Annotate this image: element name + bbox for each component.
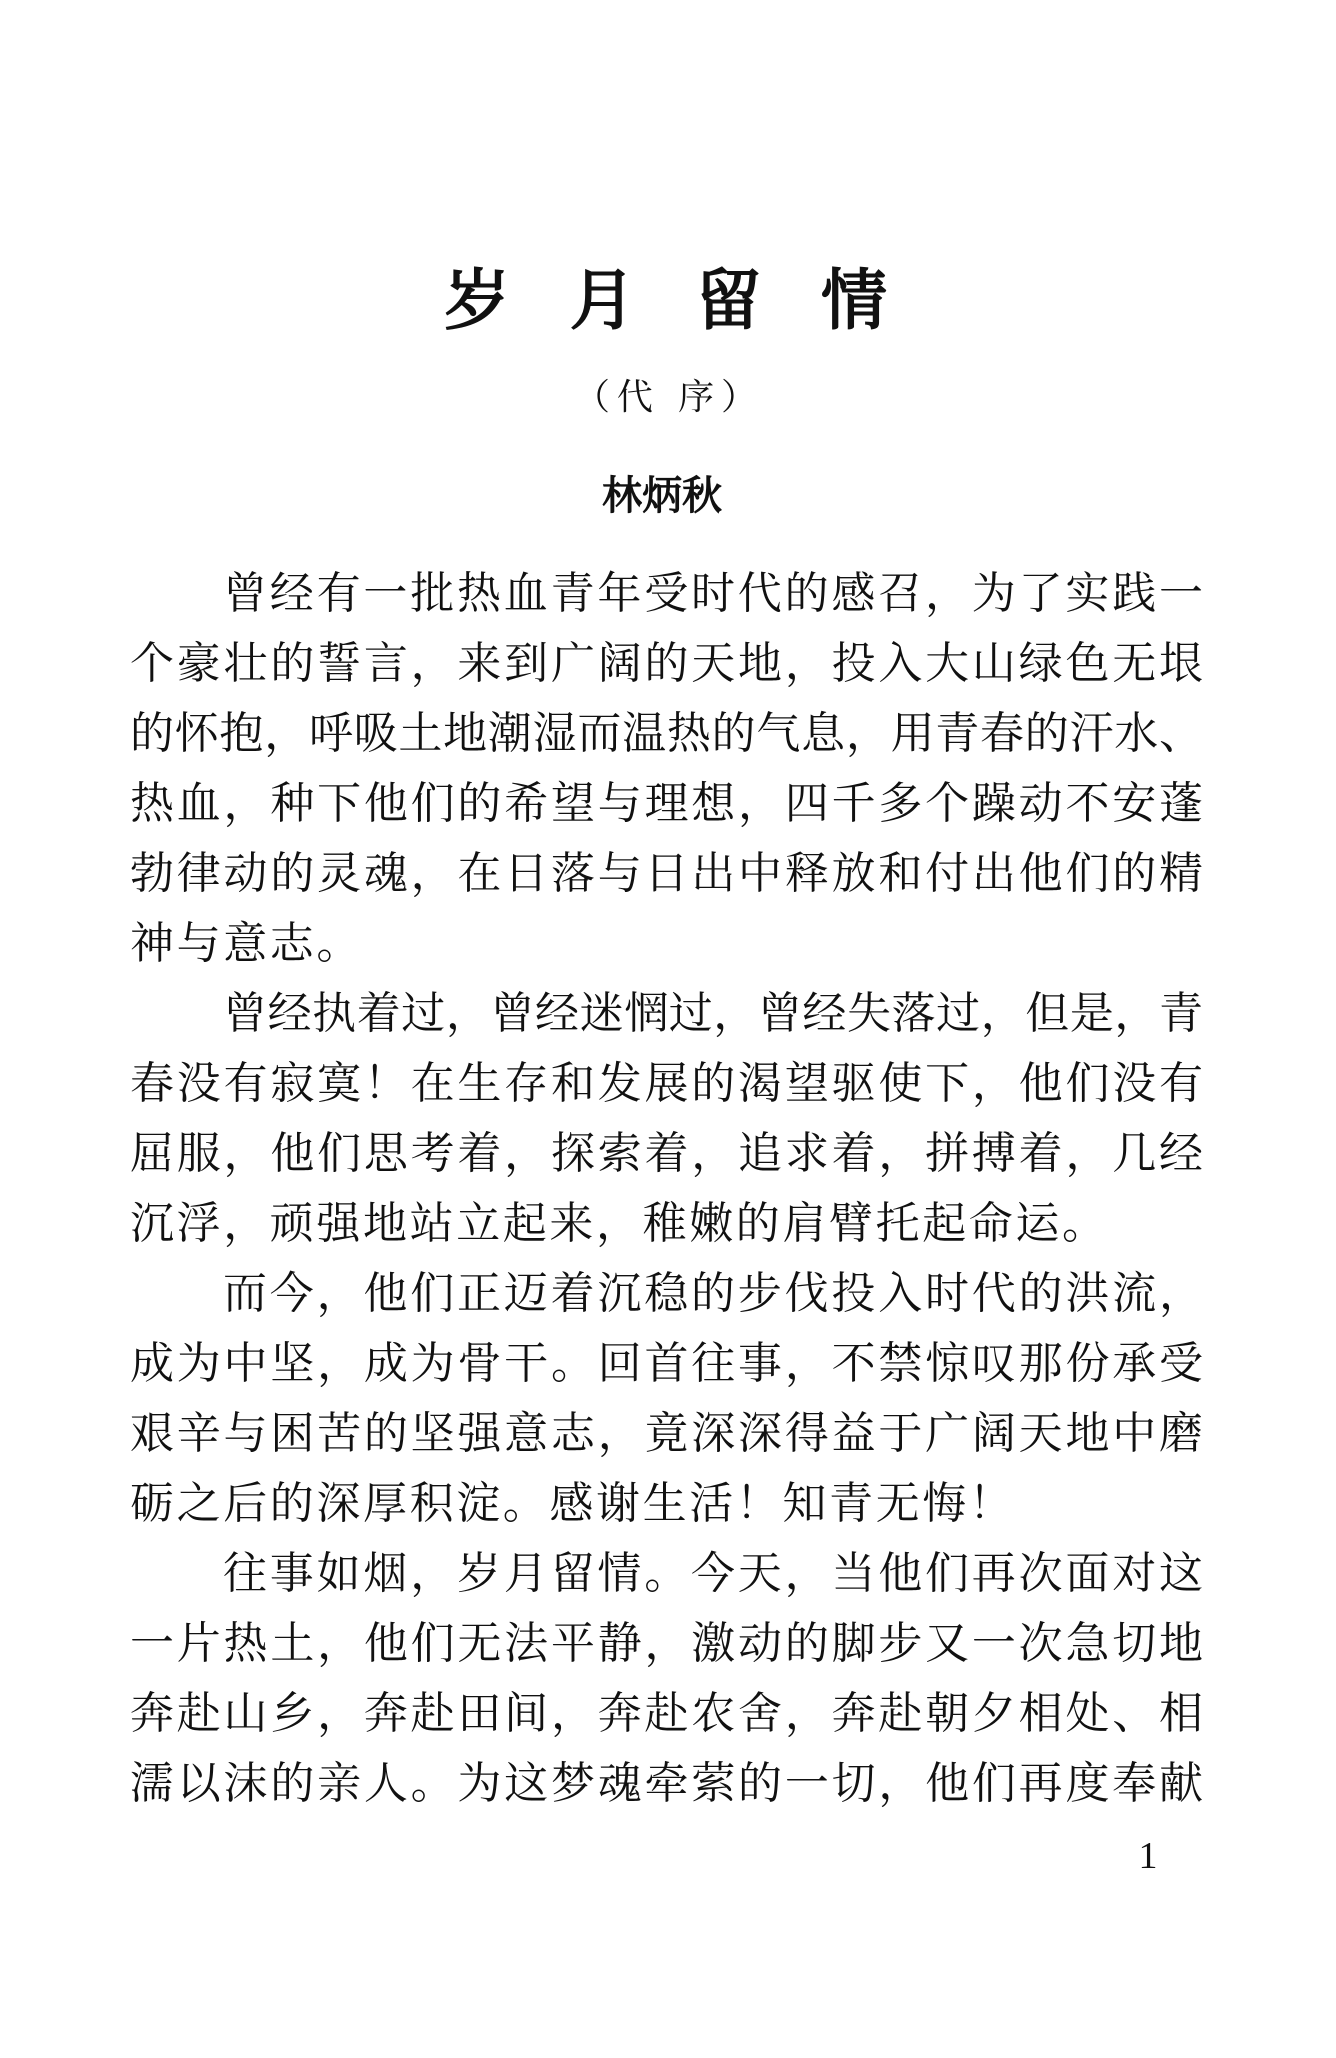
text-line: 春没有寂寞！在生存和发展的渴望驱使下，他们没有: [130, 1058, 1203, 1109]
paragraph: [130, 979, 1203, 1259]
text-line: 砺之后的深厚积淀。感谢生活！知青无悔！: [130, 1478, 1016, 1529]
body-text: [130, 559, 1203, 1819]
text-line: 艰辛与困苦的坚强意志，竟深深得益于广阔天地中磨: [130, 1408, 1203, 1459]
text-line: 勃律动的灵魂，在日落与日出中释放和付出他们的精: [130, 848, 1203, 899]
text-line: 沉浮，顽强地站立起来，稚嫩的肩臂托起命运。: [130, 1198, 1109, 1249]
text-line: 的怀抱，呼吸土地潮湿而温热的气息，用青春的汗水、: [130, 708, 1203, 759]
text-line: 奔赴山乡，奔赴田间，奔赴农舍，奔赴朝夕相处、相: [130, 1688, 1203, 1739]
text-line: 成为中坚，成为骨干。回首往事，不禁惊叹那份承受: [130, 1338, 1203, 1389]
page-number: 1: [1138, 1835, 1158, 1877]
text-line: 曾经有一批热血青年受时代的感召，为了实践一: [223, 568, 1203, 619]
text-line: 个豪壮的誓言，来到广阔的天地，投入大山绿色无垠: [130, 638, 1203, 689]
text-line: 一片热土，他们无法平静，激动的脚步又一次急切地: [130, 1618, 1203, 1669]
text-line: 往事如烟，岁月留情。今天，当他们再次面对这: [223, 1548, 1203, 1599]
text-line: 屈服，他们思考着，探索着，追求着，拼搏着，几经: [130, 1128, 1203, 1179]
text-line: 而今，他们正迈着沉稳的步伐投入时代的洪流，: [223, 1268, 1203, 1319]
paragraph: [130, 1539, 1203, 1819]
text-line: 神与意志。: [130, 918, 363, 969]
text-line: 曾经执着过，曾经迷惘过，曾经失落过，但是，青: [223, 988, 1203, 1039]
author-name: 林炳秋: [602, 473, 722, 519]
paragraph: [130, 1259, 1203, 1539]
subtitle: （代 序）: [574, 377, 757, 418]
text-line: 濡以沫的亲人。为这梦魂牵萦的一切，他们再度奉献: [130, 1758, 1203, 1809]
paragraph: [130, 559, 1203, 979]
text-line: 热血，种下他们的希望与理想，四千多个躁动不安蓬: [130, 778, 1203, 829]
page-title: 岁 月 留 情: [444, 261, 887, 339]
